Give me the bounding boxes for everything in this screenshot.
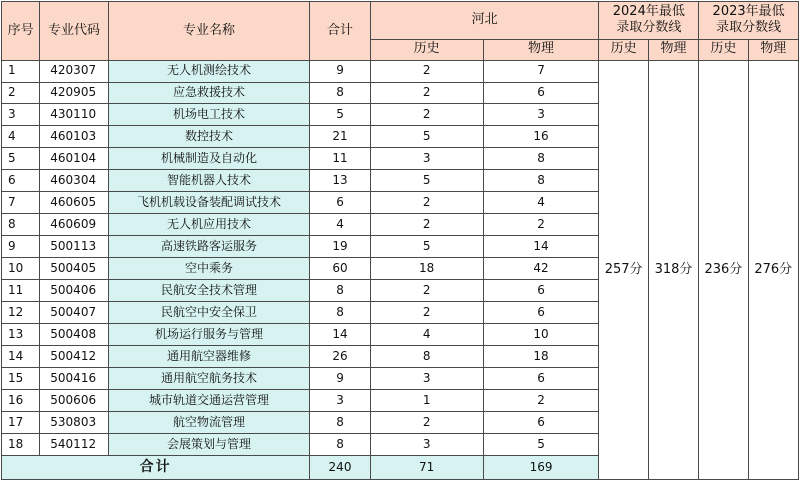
header-min-score-2023-line1: 2023年最低 [712, 4, 785, 20]
cell-code: 460103 [40, 126, 109, 148]
cell-physics: 7 [483, 60, 599, 82]
cell-name: 机场电工技术 [108, 104, 310, 126]
totals-label: 合计 [2, 455, 310, 479]
cell-index: 6 [2, 170, 40, 192]
cell-physics: 42 [483, 258, 599, 280]
cell-total: 8 [310, 302, 370, 324]
header-2023-history: 历史 [699, 39, 748, 60]
cell-total: 4 [310, 214, 370, 236]
cell-physics: 14 [483, 236, 599, 258]
cell-name: 飞机机载设备装配调试技术 [108, 192, 310, 214]
cell-name: 民航空中安全保卫 [108, 302, 310, 324]
header-name: 专业名称 [108, 2, 310, 61]
header-2024-physics: 物理 [648, 39, 698, 60]
cell-total: 9 [310, 60, 370, 82]
totals-history: 71 [370, 455, 483, 479]
cell-physics: 6 [483, 411, 599, 433]
cell-history: 8 [370, 345, 483, 367]
cell-index: 16 [2, 389, 40, 411]
cell-history: 5 [370, 170, 483, 192]
cell-index: 11 [2, 280, 40, 302]
cell-physics: 8 [483, 148, 599, 170]
cell-total: 8 [310, 411, 370, 433]
min-score-y2024-history: 257分 [599, 60, 648, 479]
header-row-1 [2, 2, 799, 40]
cell-index: 1 [2, 60, 40, 82]
cell-index: 5 [2, 148, 40, 170]
cell-physics: 8 [483, 170, 599, 192]
cell-history: 3 [370, 148, 483, 170]
cell-name: 会展策划与管理 [108, 433, 310, 455]
cell-physics: 6 [483, 82, 599, 104]
cell-history: 2 [370, 82, 483, 104]
cell-index: 13 [2, 323, 40, 345]
header-2024-history: 历史 [599, 39, 648, 60]
header-min-score-2023 [699, 2, 799, 40]
cell-name: 智能机器人技术 [108, 170, 310, 192]
cell-code: 500407 [40, 302, 109, 324]
cell-total: 5 [310, 104, 370, 126]
cell-index: 3 [2, 104, 40, 126]
cell-total: 11 [310, 148, 370, 170]
cell-physics: 18 [483, 345, 599, 367]
cell-index: 12 [2, 302, 40, 324]
header-min-score-2024 [599, 2, 699, 40]
cell-code: 420905 [40, 82, 109, 104]
header-min-score-2023-line2: 录取分数线 [716, 20, 782, 36]
cell-total: 8 [310, 433, 370, 455]
cell-code: 500416 [40, 367, 109, 389]
cell-physics: 10 [483, 323, 599, 345]
cell-physics: 16 [483, 126, 599, 148]
cell-history: 2 [370, 60, 483, 82]
cell-total: 3 [310, 389, 370, 411]
cell-total: 13 [310, 170, 370, 192]
header-2023-physics: 物理 [748, 39, 798, 60]
cell-history: 2 [370, 214, 483, 236]
cell-index: 15 [2, 367, 40, 389]
cell-index: 9 [2, 236, 40, 258]
cell-name: 无人机测绘技术 [108, 60, 310, 82]
header-province-history: 历史 [370, 39, 483, 60]
cell-physics: 2 [483, 214, 599, 236]
cell-code: 460609 [40, 214, 109, 236]
cell-physics: 4 [483, 192, 599, 214]
cell-name: 机械制造及自动化 [108, 148, 310, 170]
cell-total: 9 [310, 367, 370, 389]
cell-total: 8 [310, 280, 370, 302]
cell-code: 540112 [40, 433, 109, 455]
cell-name: 机场运行服务与管理 [108, 323, 310, 345]
header-index: 序号 [2, 2, 40, 61]
cell-name: 无人机应用技术 [108, 214, 310, 236]
cell-name: 航空物流管理 [108, 411, 310, 433]
cell-history: 5 [370, 126, 483, 148]
min-score-y2024-physics: 318分 [648, 60, 698, 479]
cell-index: 17 [2, 411, 40, 433]
admission-plan-table [1, 1, 799, 480]
totals-total: 240 [310, 455, 370, 479]
cell-physics: 5 [483, 433, 599, 455]
cell-code: 430110 [40, 104, 109, 126]
cell-history: 2 [370, 280, 483, 302]
header-province: 河北 [370, 2, 599, 40]
cell-history: 2 [370, 302, 483, 324]
cell-index: 14 [2, 345, 40, 367]
cell-history: 1 [370, 389, 483, 411]
cell-physics: 2 [483, 389, 599, 411]
totals-physics: 169 [483, 455, 599, 479]
cell-code: 460104 [40, 148, 109, 170]
cell-history: 18 [370, 258, 483, 280]
cell-history: 5 [370, 236, 483, 258]
header-code: 专业代码 [40, 2, 109, 61]
min-score-y2023-physics: 276分 [748, 60, 798, 479]
cell-code: 420307 [40, 60, 109, 82]
cell-name: 通用航空器维修 [108, 345, 310, 367]
cell-history: 2 [370, 192, 483, 214]
cell-name: 通用航空航务技术 [108, 367, 310, 389]
cell-code: 500113 [40, 236, 109, 258]
cell-total: 60 [310, 258, 370, 280]
min-score-y2023-history: 236分 [699, 60, 748, 479]
cell-total: 8 [310, 82, 370, 104]
cell-code: 460304 [40, 170, 109, 192]
cell-index: 4 [2, 126, 40, 148]
cell-name: 民航安全技术管理 [108, 280, 310, 302]
cell-total: 6 [310, 192, 370, 214]
cell-physics: 6 [483, 302, 599, 324]
cell-history: 4 [370, 323, 483, 345]
table-row [2, 60, 799, 82]
cell-code: 500412 [40, 345, 109, 367]
cell-code: 500408 [40, 323, 109, 345]
header-total: 合计 [310, 2, 370, 61]
cell-physics: 6 [483, 367, 599, 389]
cell-history: 3 [370, 367, 483, 389]
cell-name: 空中乘务 [108, 258, 310, 280]
cell-code: 500405 [40, 258, 109, 280]
cell-index: 2 [2, 82, 40, 104]
cell-index: 18 [2, 433, 40, 455]
cell-physics: 6 [483, 280, 599, 302]
cell-history: 3 [370, 433, 483, 455]
cell-total: 26 [310, 345, 370, 367]
cell-name: 数控技术 [108, 126, 310, 148]
cell-physics: 3 [483, 104, 599, 126]
cell-total: 21 [310, 126, 370, 148]
cell-index: 8 [2, 214, 40, 236]
cell-index: 7 [2, 192, 40, 214]
cell-code: 460605 [40, 192, 109, 214]
cell-name: 高速铁路客运服务 [108, 236, 310, 258]
cell-code: 500406 [40, 280, 109, 302]
header-min-score-2024-line1: 2024年最低 [612, 4, 685, 20]
cell-total: 14 [310, 323, 370, 345]
cell-history: 2 [370, 411, 483, 433]
cell-code: 530803 [40, 411, 109, 433]
cell-name: 城市轨道交通运营管理 [108, 389, 310, 411]
cell-total: 19 [310, 236, 370, 258]
header-province-physics: 物理 [483, 39, 599, 60]
cell-index: 10 [2, 258, 40, 280]
cell-code: 500606 [40, 389, 109, 411]
cell-history: 2 [370, 104, 483, 126]
cell-name: 应急救援技术 [108, 82, 310, 104]
header-min-score-2024-line2: 录取分数线 [616, 20, 682, 36]
